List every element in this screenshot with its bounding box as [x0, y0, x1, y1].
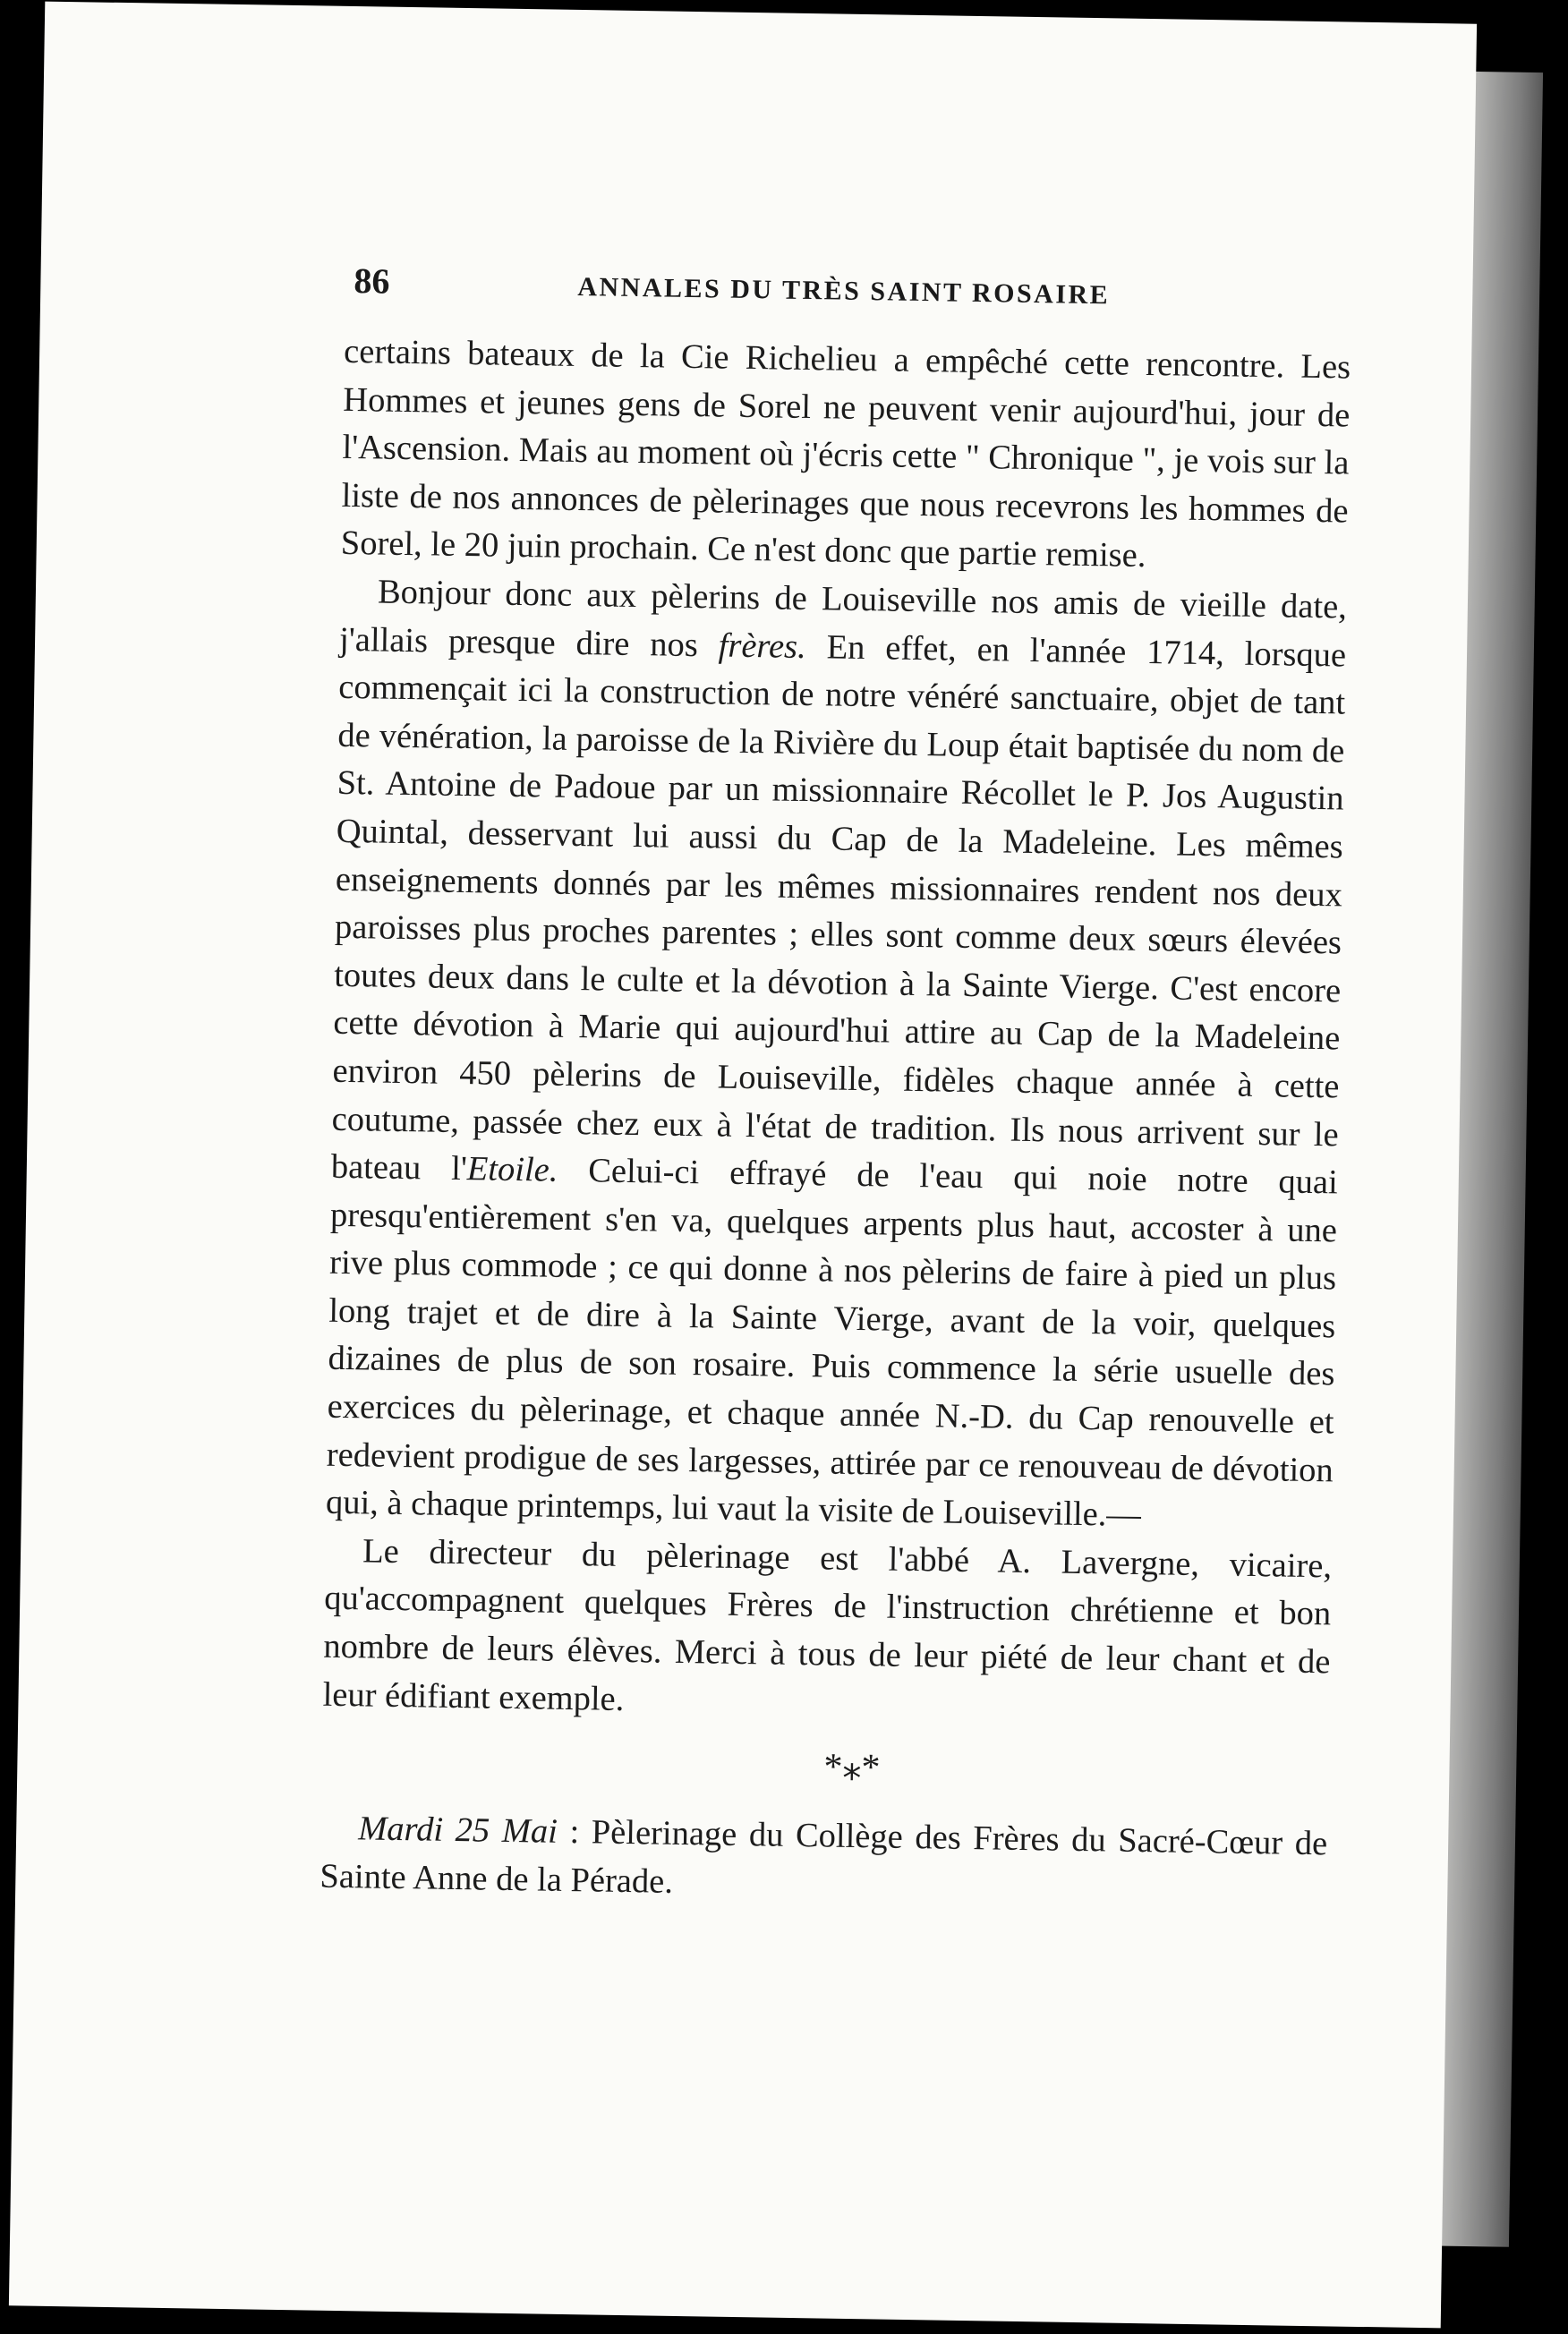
paragraph-2 [326, 568, 1348, 1543]
paragraph-2-italic-freres: frères. [718, 626, 807, 666]
final-entry [320, 1805, 1328, 1917]
page-header [354, 260, 1339, 328]
paragraph-2-part-c: Celui-ci effrayé de l'eau qui noie notre quai presqu'entièrement s'en va, quelques arpents plus haut, accoster à une rive plus commode ; ce qui donne à nos pèlerins de faire à pied un plus long trajet et de dire à la Sainte Vierge, avant de la voir, quelques dizaines de plus de son rosaire. Puis commence la série usuelle des exercices du pèlerinage, et chaque année N.-D. du Cap renouvelle et redevient prodigue de ses largesses, attirée par ce renouveau de dévotion qui, à chaque printemps, lui vaut la visite de Louiseville.— [325, 1151, 1339, 1535]
body-text [320, 328, 1351, 1917]
running-head: ANNALES DU TRÈS SAINT ROSAIRE [577, 271, 1111, 311]
paragraph-2-part-a: Bonjour donc aux pèlerins de Louiseville nos amis de vieille date, j'allais presque dire nos [338, 573, 1348, 665]
paragraph-2-part-b: En effet, en l'année 1714, lorsque commençait ici la construction de notre vénéré sanctuaire, objet de tant de vénération, la paroisse de la Rivière du Loup était baptisée du nom de St. Antoine de Padoue par un missionnaire Récollet le P. Jos Augustin Quintal, desservant lui aussi du Cap de la Madeleine. Les mêmes enseignements donnés par les mêmes missionnaires rendent nos deux paroisses plus proches parentes ; elles sont comme deux sœurs élevées toutes deux dans le culte et la dévotion à la Sainte Vierge. C'est encore cette dévotion à Marie qui aujourd'hui attire au Cap de la Madeleine environ 450 pèlerins de Louiseville, fidèles chaque année à cette coutume, passée chez eux à l'état de tradition. Ils nous arrivent sur le bateau l' [330, 627, 1347, 1188]
paragraph-3: Le directeur du pèlerinage est l'abbé A. Lavergne, vicaire, qu'accompagnent quelques Frères de l'instruction chrétienne et bon nombre de leurs élèves. Merci à tous de leur piété de leur chant et de leur édifiant exemple. [322, 1532, 1333, 1718]
page-number: 86 [354, 260, 390, 302]
final-entry-text: : Pèlerinage du Collège des Frères du Sacré-Cœur de Sainte Anne de la Pérade. [320, 1813, 1328, 1901]
paragraph-1: certains bateaux de la Cie Richelieu a empêché cette rencontre. Les Hommes et jeunes gens de Sorel ne peuvent venir aujourd'hui, jour de l'Ascension. Mais au moment où j'écris cette " Chronique ", je vois sur la liste de nos annonces de pèlerinages que nous recevrons les hommes de Sorel, le 20 juin prochain. Ce n'est donc que partie remise. [340, 332, 1351, 575]
paragraph-2-italic-etoile: Etoile. [466, 1150, 558, 1189]
final-entry-date: Mardi 25 Mai [357, 1810, 558, 1852]
book-page [9, 2, 1477, 2329]
section-separator: *⁎* [823, 1746, 881, 1789]
